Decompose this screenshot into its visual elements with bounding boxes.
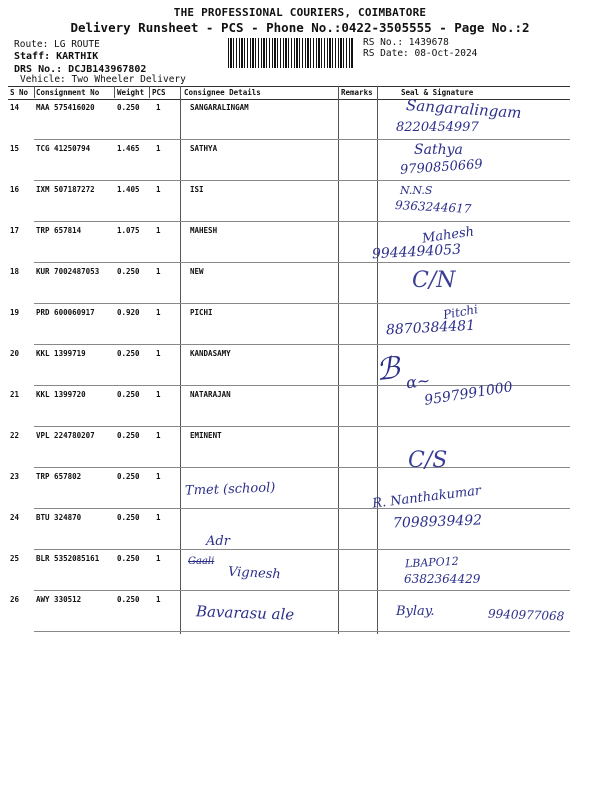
row-consignee: NEW (190, 267, 204, 276)
row-pcs: 1 (156, 349, 161, 358)
table-row (10, 344, 570, 389)
row-pcs: 1 (156, 390, 161, 399)
handwritten-note: Adr (206, 534, 230, 549)
row-weight: 0.250 (117, 267, 140, 276)
row-weight: 0.250 (117, 513, 140, 522)
row-consignment: TRP 657802 (36, 472, 82, 481)
row-sno: 18 (10, 267, 20, 276)
row-consignment: AWY 330512 (36, 595, 82, 604)
signature: Sangaralingam (405, 95, 523, 123)
row-consignee: KANDASAMY (190, 349, 231, 358)
signature: Bylay. (396, 604, 435, 619)
signature: R. Nanthakumar (371, 483, 482, 512)
handwritten-phone: 7098939492 (392, 512, 483, 532)
route-label: Route: LG ROUTE (14, 39, 100, 50)
col-consignment: Consignment No (36, 88, 100, 97)
table-row (10, 467, 570, 512)
table-row (10, 262, 570, 304)
row-sno: 26 (10, 595, 20, 604)
row-sno: 22 (10, 431, 20, 440)
col-seal: Seal & Signature (401, 88, 474, 97)
row-pcs: 1 (156, 267, 161, 276)
handwritten-mark: C/N (412, 268, 456, 293)
signature: Bavarasu ale (195, 602, 295, 624)
row-sno: 15 (10, 144, 20, 153)
row-pcs: 1 (156, 226, 161, 235)
row-pcs: 1 (156, 144, 161, 153)
row-pcs: 1 (156, 431, 161, 440)
row-consignee: PICHI (190, 308, 213, 317)
row-consignment: KKL 1399720 (36, 390, 86, 399)
col-divider (114, 86, 115, 98)
handwritten-phone: 6382364429 (404, 572, 481, 586)
staff-label: Staff: KARTHIK (14, 51, 99, 62)
row-weight: 1.465 (117, 144, 140, 153)
row-consignment: BLR 5352085161 (36, 554, 100, 563)
company-title: THE PROFESSIONAL COURIERS, COIMBATORE (173, 6, 427, 19)
row-pcs: 1 (156, 513, 161, 522)
signature: Pitchi (442, 302, 479, 322)
row-weight: 0.250 (117, 472, 140, 481)
handwritten-phone: 9944494053 (371, 241, 462, 263)
row-consignee: EMINENT (190, 431, 222, 440)
handwritten-phone: 9790850669 (399, 157, 484, 178)
col-consignee: Consignee Details (184, 88, 261, 97)
row-consignment: IXM 507187272 (36, 185, 95, 194)
row-sno: 20 (10, 349, 20, 358)
handwritten-phone: 8220454997 (396, 120, 479, 135)
handwritten-note: LBAPO12 (404, 554, 460, 571)
signature: N.N.S (400, 184, 433, 197)
rs-number: RS No.: 1439678 (363, 37, 449, 48)
row-consignee: SATHYA (190, 144, 218, 153)
row-pcs: 1 (156, 103, 161, 112)
row-sno: 14 (10, 103, 20, 112)
row-weight: 0.250 (117, 431, 140, 440)
row-sno: 23 (10, 472, 20, 481)
handwritten-note: Tmet (school) (184, 480, 276, 499)
vehicle-label: Vehicle: Two Wheeler Delivery (20, 74, 186, 85)
row-consignment: PRD 600060917 (36, 308, 95, 317)
row-pcs: 1 (156, 554, 161, 563)
row-sno: 19 (10, 308, 20, 317)
rs-date: RS Date: 08-Oct-2024 (363, 48, 478, 59)
table-row (10, 221, 570, 263)
row-consignee: MAHESH (190, 226, 218, 235)
row-weight: 0.250 (117, 103, 140, 112)
barcode (228, 38, 354, 68)
row-consignment: BTU 324870 (36, 513, 82, 522)
row-consignment: TCG 41250794 (36, 144, 91, 153)
row-consignment: TRP 657814 (36, 226, 82, 235)
handwritten-phone: 8870384481 (385, 317, 476, 339)
struck-text: Gaali (188, 556, 215, 567)
handwritten-phone: 9940977068 (487, 606, 565, 624)
row-weight: 0.250 (117, 595, 140, 604)
row-consignment: MAA 575416020 (36, 103, 95, 112)
handwritten-mark: C/S (408, 448, 448, 473)
row-sno: 24 (10, 513, 20, 522)
row-weight: 0.250 (117, 554, 140, 563)
row-consignment: KUR 7002487053 (36, 267, 100, 276)
row-sno: 17 (10, 226, 20, 235)
signature: Mahesh (421, 224, 475, 247)
handwritten-phone: 9363244617 (394, 198, 472, 216)
signature: Sathya (414, 142, 463, 158)
row-weight: 0.920 (117, 308, 140, 317)
row-sno: 21 (10, 390, 20, 399)
table-row (10, 139, 570, 181)
table-row (10, 549, 570, 591)
col-remarks: Remarks (341, 88, 373, 97)
col-divider (34, 86, 35, 98)
col-divider (149, 86, 150, 98)
signature: ɑ~ (404, 370, 432, 393)
row-pcs: 1 (156, 185, 161, 194)
row-pcs: 1 (156, 308, 161, 317)
row-pcs: 1 (156, 595, 161, 604)
signature: Vignesh (227, 564, 282, 583)
row-consignee: SANGARALINGAM (190, 103, 249, 112)
table-row (10, 180, 570, 222)
row-consignee: ISI (190, 185, 204, 194)
row-consignee: NATARAJAN (190, 390, 231, 399)
col-weight: Weight (117, 88, 145, 97)
row-consignment: KKL 1399719 (36, 349, 86, 358)
row-weight: 1.405 (117, 185, 140, 194)
table-row (10, 426, 570, 468)
signature: ℬ (374, 350, 402, 389)
runsheet-title: Delivery Runsheet - PCS - Phone No.:0422-3505555 - Page No.:2 (70, 20, 530, 35)
row-weight: 1.075 (117, 226, 140, 235)
col-pcs: PCS (152, 88, 166, 97)
col-sno: S No (10, 88, 29, 97)
table-row (10, 508, 570, 550)
row-consignment: VPL 224780207 (36, 431, 95, 440)
handwritten-phone: 9597991000 (423, 379, 514, 409)
table-row (10, 303, 570, 345)
row-weight: 0.250 (117, 349, 140, 358)
row-sno: 16 (10, 185, 20, 194)
row-sno: 25 (10, 554, 20, 563)
row-weight: 0.250 (117, 390, 140, 399)
drs-number: DRS No.: DCJB143967802 (14, 64, 147, 75)
row-pcs: 1 (156, 472, 161, 481)
